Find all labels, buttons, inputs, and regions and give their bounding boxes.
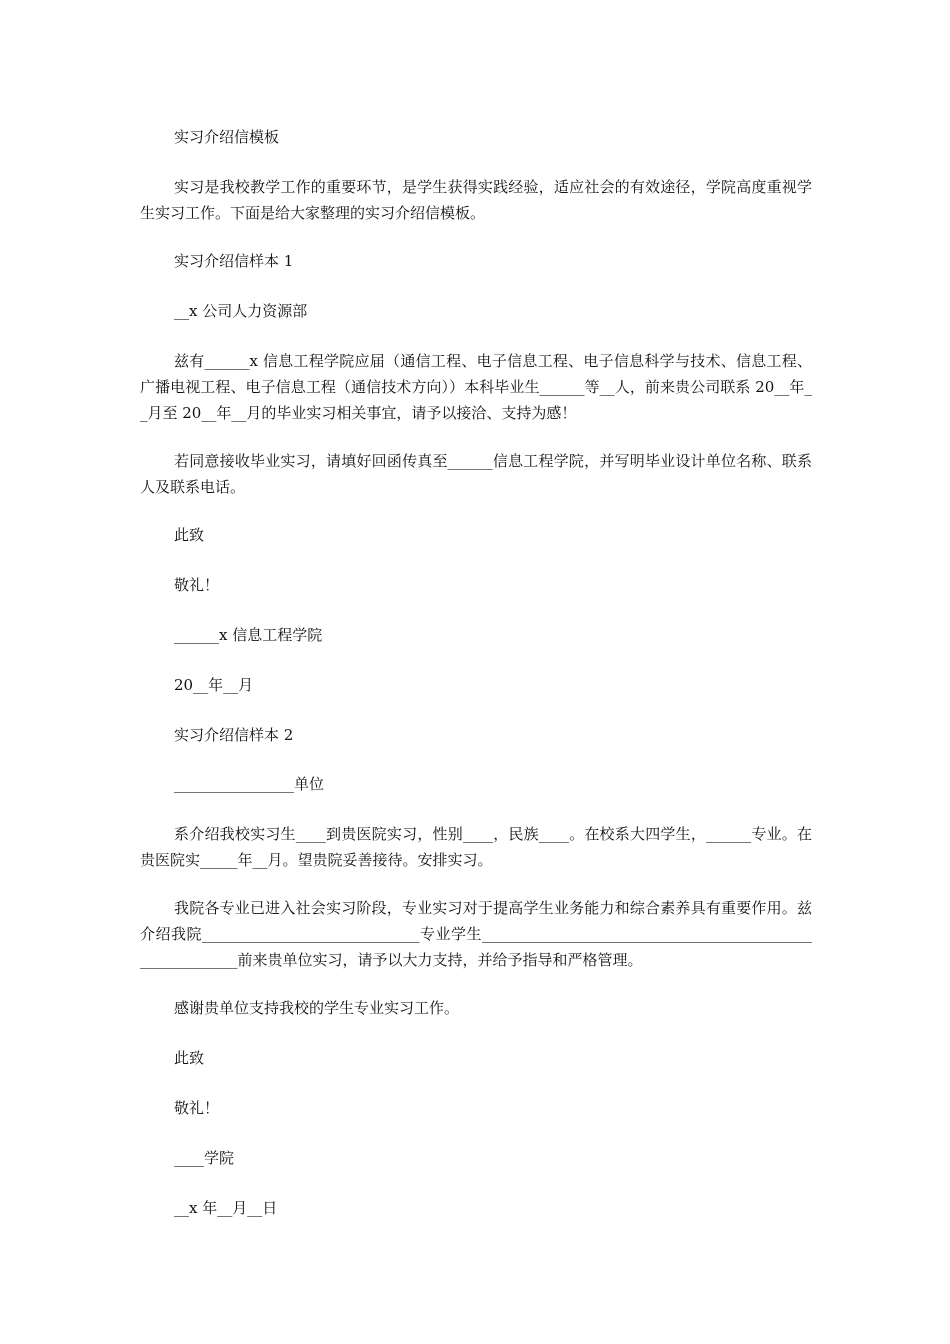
sample1-body-paragraph-1: 兹有______x 信息工程学院应届（通信工程、电子信息工程、电子信息科学与技术、信息工程、广播电视工程、电子信息工程（通信技术方向））本科毕业生______等__人，前来贵公司联系 20__年__月至 20__年__月的毕业实习相关事宜，请予以接洽、支持为感！	[140, 352, 812, 422]
sample1-date: 20__年__月	[174, 676, 254, 694]
sample1-recipient: __x 公司人力资源部	[174, 302, 308, 320]
sample2-date: __x 年__月__日	[174, 1199, 278, 1217]
sample2-heading: 实习介绍信样本 2	[174, 726, 294, 744]
sample2-closing-2: 敬礼！	[174, 1099, 220, 1117]
sample2-body-paragraph-3: 感谢贵单位支持我校的学生专业实习工作。	[174, 999, 460, 1017]
sample2-body-paragraph-2: 我院各专业已进入社会实习阶段，专业实习对于提高学生业务能力和综合素养具有重要作用。兹介绍我院_____________________________专业学生_________________________________________________________前来贵单位实习，请予以大力支持，并给予指导和严格管理。	[140, 899, 812, 969]
sample2-signature: ____学院	[174, 1149, 235, 1167]
sample2-body-paragraph-1: 系介绍我校实习生____到贵医院实习，性别____，民族____。在校系大四学生，______专业。在贵医院实_____年__月。望贵院妥善接待。安排实习。	[140, 825, 812, 869]
sample2-recipient: ________________单位	[174, 775, 325, 793]
intro-paragraph: 实习是我校教学工作的重要环节，是学生获得实践经验，适应社会的有效途径，学院高度重视学生实习工作。下面是给大家整理的实习介绍信模板。	[140, 178, 812, 222]
sample2-closing-1: 此致	[174, 1049, 205, 1067]
sample1-heading: 实习介绍信样本 1	[174, 252, 294, 270]
sample1-body-paragraph-2: 若同意接收毕业实习，请填好回函传真至______信息工程学院，并写明毕业设计单位名称、联系人及联系电话。	[140, 452, 812, 496]
sample1-signature: ______x 信息工程学院	[174, 626, 323, 644]
sample1-closing-1: 此致	[174, 526, 205, 544]
document-title: 实习介绍信模板	[174, 128, 280, 146]
sample1-closing-2: 敬礼！	[174, 576, 220, 594]
